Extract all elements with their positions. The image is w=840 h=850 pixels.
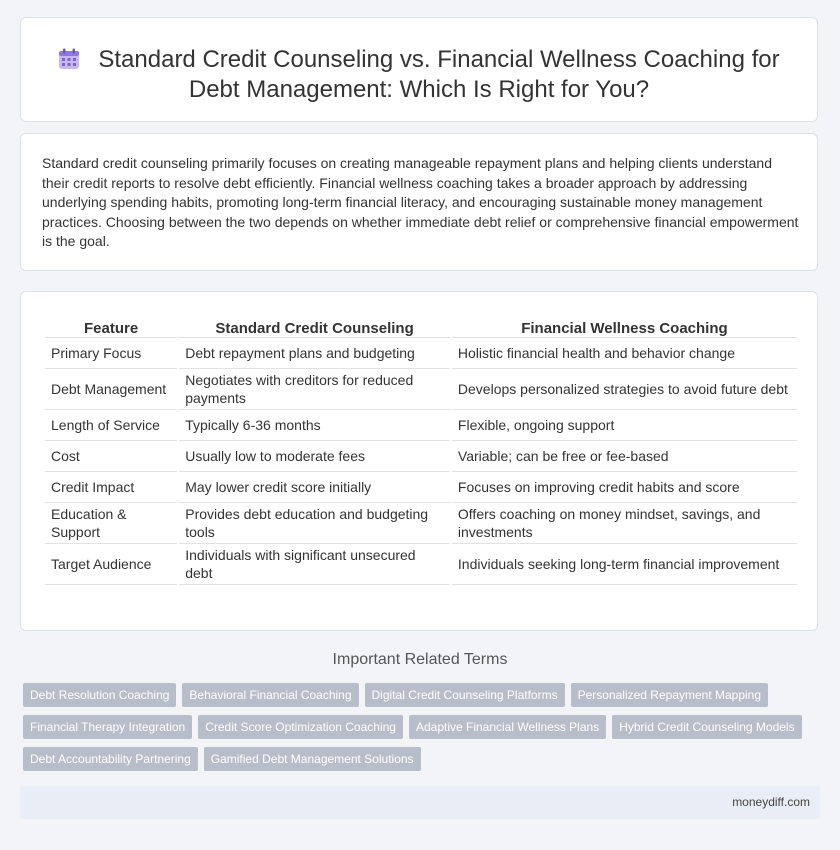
table-row [45,441,797,472]
header-financial-wellness-coaching: Financial Wellness Coaching [452,311,797,338]
page-title [21,45,817,105]
standard-cell: Debt repayment plans and budgeting [179,338,450,369]
wellness-cell: Flexible, ongoing support [452,410,797,441]
comparison-table [43,311,799,585]
feature-cell: Cost [45,441,177,472]
header-standard-credit-counseling: Standard Credit Counseling [179,311,450,338]
feature-cell: Credit Impact [45,472,177,503]
related-term-tag[interactable]: Behavioral Financial Coaching [182,683,358,707]
related-term-tag[interactable]: Financial Therapy Integration [23,715,192,739]
intro-card [20,133,818,271]
title-line-2: Debt Management: Which Is Right for You? [188,76,650,103]
related-term-tag[interactable]: Debt Accountability Partnering [23,747,198,771]
wellness-cell: Holistic financial health and behavior change [452,338,797,369]
feature-cell: Education & Support [45,503,177,544]
standard-cell: Negotiates with creditors for reduced payments [179,369,450,410]
table-row [45,472,797,503]
footer [20,786,820,819]
related-terms-list [23,683,813,779]
standard-cell: Usually low to moderate fees [179,441,450,472]
table-row [45,503,797,544]
feature-cell: Length of Service [45,410,177,441]
wellness-cell: Develops personalized strategies to avoid future debt [452,369,797,410]
related-term-tag[interactable]: Hybrid Credit Counseling Models [612,715,801,739]
standard-cell: Individuals with significant unsecured debt [179,544,450,585]
feature-cell: Target Audience [45,544,177,585]
standard-cell: Provides debt education and budgeting tools [179,503,450,544]
related-term-tag[interactable]: Gamified Debt Management Solutions [204,747,421,771]
related-term-tag[interactable]: Personalized Repayment Mapping [571,683,768,707]
table-row [45,410,797,441]
table-row [45,338,797,369]
standard-cell: Typically 6-36 months [179,410,450,441]
related-term-tag[interactable]: Debt Resolution Coaching [23,683,176,707]
table-row [45,544,797,585]
standard-cell: May lower credit score initially [179,472,450,503]
wellness-cell: Variable; can be free or fee-based [452,441,797,472]
related-terms-heading: Important Related Terms [332,651,508,668]
header-feature: Feature [45,311,177,338]
table-header-row [45,311,797,338]
title-card [20,17,818,122]
intro-paragraph: Standard credit counseling primarily focuses on creating manageable repayment plans and helping clients understand their credit reports to resolve debt efficiently. Financial wellness coaching takes a broader approach by addressing underlying spending habits, promoting long-term financial literacy, and encouraging sustainable money management practices. Choosing between the two depends on whether immediate debt relief or comprehensive financial empowerment is the goal. [42,155,799,249]
wellness-cell: Individuals seeking long-term financial improvement [452,544,797,585]
table-row [45,369,797,410]
feature-cell: Primary Focus [45,338,177,369]
related-term-tag[interactable]: Adaptive Financial Wellness Plans [409,715,606,739]
wellness-cell: Offers coaching on money mindset, savings, and investments [452,503,797,544]
title-line-1: Standard Credit Counseling vs. Financial Wellness Coaching for [98,46,780,73]
calendar-icon [58,48,80,70]
comparison-card [20,291,818,631]
feature-cell: Debt Management [45,369,177,410]
related-term-tag[interactable]: Digital Credit Counseling Platforms [365,683,565,707]
related-term-tag[interactable]: Credit Score Optimization Coaching [198,715,403,739]
footer-site-link[interactable]: moneydiff.com [732,795,810,809]
wellness-cell: Focuses on improving credit habits and score [452,472,797,503]
